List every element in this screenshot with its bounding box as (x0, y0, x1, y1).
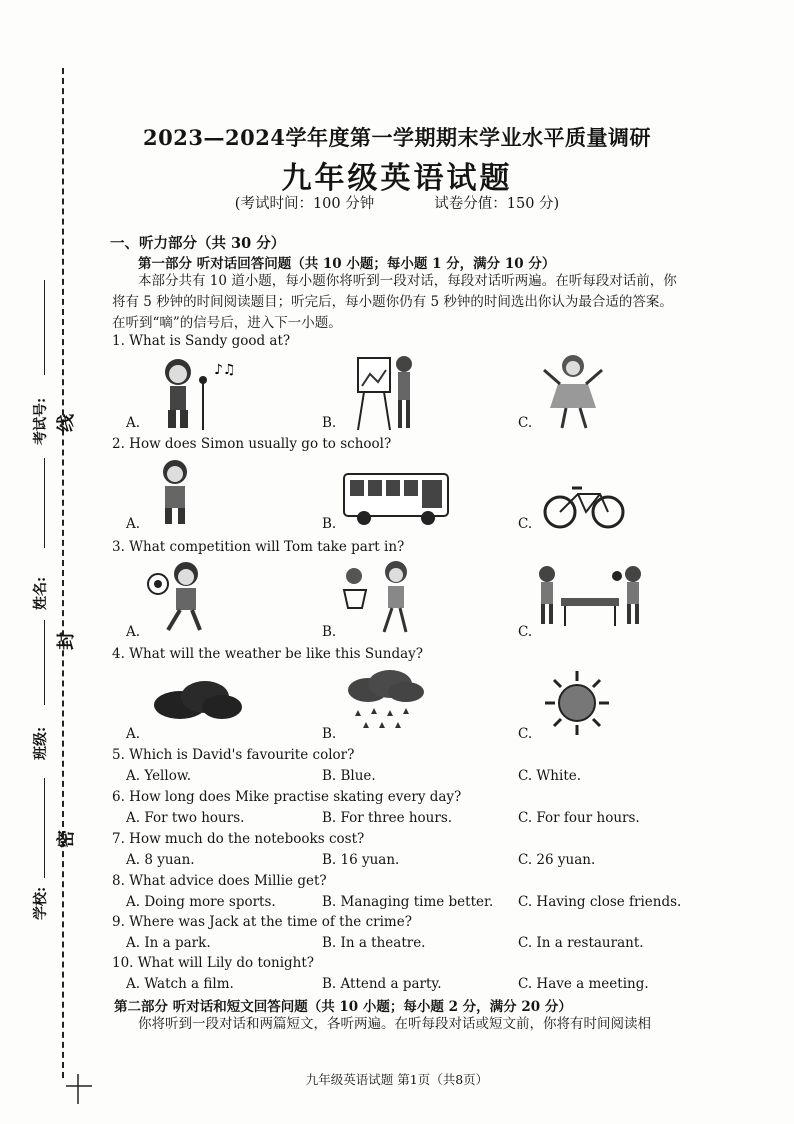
exam-score: 试卷分值：150 分) (434, 196, 560, 212)
exam-subtitle: 九年级英语试题 (281, 161, 513, 196)
class-underline (44, 620, 45, 705)
q2-option-a: A. (126, 516, 141, 532)
section-listening-title: 一、听力部分（共 30 分） (110, 235, 286, 252)
bus-icon (342, 470, 452, 528)
page-footer: 九年级英语试题 第1页（共8页） (305, 1072, 489, 1087)
part2-title: 第二部分 听对话和短文回答问题（共 10 小题；每小题 2 分，满分 20 分） (114, 999, 572, 1015)
cloudy-icon (150, 675, 245, 725)
svg-text:♪♫: ♪♫ (214, 362, 236, 378)
q3-option-b: B. (322, 624, 337, 640)
question-8: 8. What advice does Millie get? (112, 873, 327, 889)
basketball-boy-icon (340, 558, 425, 636)
painting-girl-icon (352, 350, 422, 435)
binding-line (62, 68, 64, 1078)
q3-option-c: C. (518, 624, 533, 640)
sunny-icon (542, 668, 612, 738)
walking-boy-icon (150, 458, 200, 528)
q7-option-b: B. 16 yuan. (322, 852, 400, 868)
exam-info (0, 192, 794, 213)
q4-option-c: C. (518, 726, 533, 742)
name-underline (44, 458, 45, 548)
exam-time: (考试时间：100 分钟 (234, 196, 375, 212)
q7-option-a: A. 8 yuan. (126, 852, 195, 868)
question-10: 10. What will Lily do tonight? (112, 955, 315, 971)
q2-option-b: B. (322, 516, 337, 532)
seal-char-xian: 线 (56, 414, 77, 432)
question-4: 4. What will the weather be like this Sunday? (112, 646, 424, 662)
q1-option-b: B. (322, 415, 337, 431)
q4-option-a: A. (126, 726, 141, 742)
q2-option-c: C. (518, 516, 533, 532)
question-3: 3. What competition will Tom take part in? (112, 539, 405, 555)
q8-option-c: C. Having close friends. (518, 894, 682, 910)
q1-option-a: A. (126, 415, 141, 431)
q5-option-c: C. White. (518, 768, 582, 784)
q9-option-a: A. In a park. (126, 935, 211, 951)
q5-option-b: B. Blue. (322, 768, 376, 784)
question-5: 5. Which is David's favourite color? (112, 747, 355, 763)
bicycle-icon (542, 482, 627, 530)
q4-option-b: B. (322, 726, 337, 742)
q10-option-b: B. Attend a party. (322, 976, 442, 992)
name-label: 姓名: (33, 576, 49, 610)
class-label: 班级: (33, 726, 49, 760)
question-6: 6. How long does Mike practise skating every day? (112, 789, 462, 805)
singing-girl-icon (148, 352, 243, 432)
q7-option-c: C. 26 yuan. (518, 852, 596, 868)
q9-option-c: C. In a restaurant. (518, 935, 644, 951)
q10-option-a: A. Watch a film. (126, 976, 234, 992)
exam-no-underline (44, 280, 45, 375)
q6-option-a: A. For two hours. (126, 810, 245, 826)
q3-option-a: A. (126, 624, 141, 640)
question-2: 2. How does Simon usually go to school? (112, 436, 392, 452)
question-9: 9. Where was Jack at the time of the crime? (112, 914, 412, 930)
exam-title: 2023—2024学年度第一学期期末学业水平质量调研 (143, 125, 651, 150)
q8-option-b: B. Managing time better. (322, 894, 494, 910)
q9-option-b: B. In a theatre. (322, 935, 426, 951)
seal-char-mi: 密 (56, 830, 77, 848)
q1-option-c: C. (518, 415, 533, 431)
rainy-icon (344, 668, 426, 734)
question-7: 7. How much do the notebooks cost? (112, 831, 365, 847)
seal-char-feng: 封 (56, 632, 77, 650)
part1-intro: 本部分共有 10 道小题，每小题你将听到一段对话，每段对话听两遍。在听每段对话前，你将有 5 秒钟的时间阅读题目；听完后，每小题你仍有 5 秒钟的时间选出你认为最合适的答案。在听到“嘀”的信号后，进入下一小题。 (112, 273, 677, 331)
football-boy-icon (146, 560, 216, 635)
school-underline (44, 778, 45, 878)
exam-no-label: 考试号: (33, 397, 49, 445)
part1-title: 第一部分 听对话回答问题（共 10 小题；每小题 1 分，满分 10 分） (138, 256, 556, 272)
q8-option-a: A. Doing more sports. (126, 894, 276, 910)
q5-option-a: A. Yellow. (126, 768, 192, 784)
school-label: 学校: (33, 886, 49, 920)
part2-intro: 你将听到一段对话和两篇短文，各听两遍。在听每段对话或短文前，你将有时间阅读相 (138, 1016, 651, 1032)
q10-option-c: C. Have a meeting. (518, 976, 649, 992)
question-1: 1. What is Sandy good at? (112, 333, 291, 349)
q6-option-c: C. For four hours. (518, 810, 640, 826)
dancing-girl-icon (538, 350, 608, 430)
table-tennis-icon (535, 562, 645, 632)
q6-option-b: B. For three hours. (322, 810, 453, 826)
